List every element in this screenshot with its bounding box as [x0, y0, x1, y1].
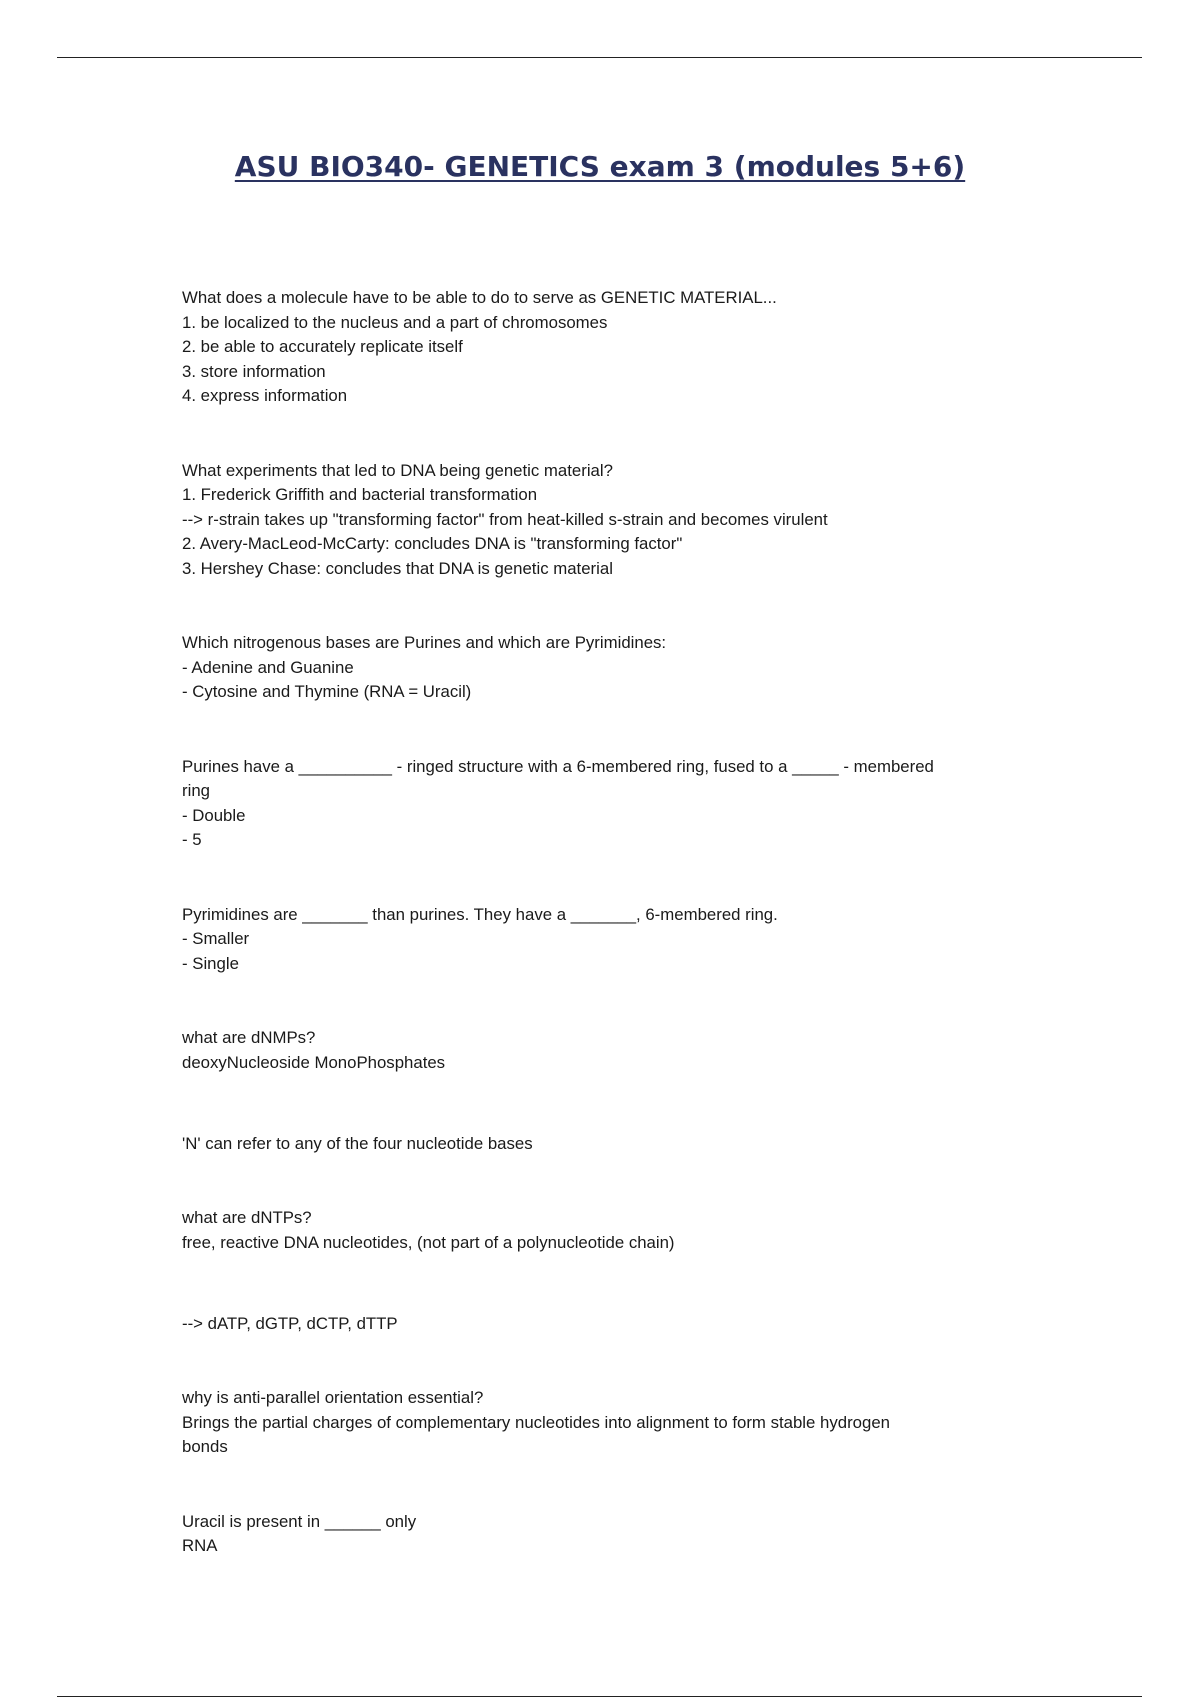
- blank-line: [182, 1091, 1012, 1116]
- answer-text: RNA: [182, 1536, 218, 1555]
- flashcard: [182, 286, 1012, 409]
- top-rule: [57, 57, 1142, 58]
- question-text: Uracil is present in ______ only: [182, 1511, 417, 1531]
- flashcard: [182, 459, 1012, 582]
- answer-text: - Adenine and Guanine: [182, 657, 354, 677]
- answer-text: - Cytosine and Thymine (RNA = Uracil): [182, 682, 472, 701]
- answer-text: 3. Hershey Chase: concludes that DNA is genetic material: [182, 558, 613, 578]
- answer-text: 2. be able to accurately replicate itself: [182, 337, 463, 356]
- answer-text: 'N' can refer to any of the four nucleotide bases: [182, 1133, 533, 1153]
- question-text: Pyrimidines are _______ than purines. They have a _______, 6-membered ring.: [182, 904, 778, 924]
- answer-text: --> dATP, dGTP, dCTP, dTTP: [182, 1313, 398, 1333]
- question-text: what are dNTPs?: [182, 1208, 312, 1227]
- answer-text: bonds: [182, 1437, 228, 1456]
- question-text: why is anti-parallel orientation essential?: [182, 1388, 484, 1407]
- flashcard: [182, 755, 1012, 853]
- flashcard: [182, 1206, 1012, 1336]
- answer-text: 4. express information: [182, 386, 348, 405]
- answer-text: - Single: [182, 953, 239, 973]
- answer-text: - Smaller: [182, 929, 250, 948]
- question-text: What experiments that led to DNA being genetic material?: [182, 460, 613, 480]
- answer-text: - 5: [182, 830, 202, 849]
- answer-text: 1. be localized to the nucleus and a part of chromosomes: [182, 312, 608, 332]
- question-text: What does a molecule have to be able to do to serve as GENETIC MATERIAL...: [182, 288, 777, 307]
- bottom-rule: [57, 1696, 1142, 1697]
- flashcard: [182, 631, 1012, 705]
- answer-text: --> r-strain takes up "transforming factor" from heat-killed s-strain and becomes virulent: [182, 509, 828, 529]
- answer-text: ring: [182, 781, 210, 800]
- flashcard: [182, 1386, 1012, 1460]
- question-text: Which nitrogenous bases are Purines and which are Pyrimidines:: [182, 633, 667, 652]
- answer-text: 1. Frederick Griffith and bacterial transformation: [182, 485, 538, 504]
- answer-text: - Double: [182, 805, 246, 825]
- flashcard-list: [182, 286, 1012, 1609]
- page-title: [0, 150, 1200, 183]
- flashcard: [182, 1026, 1012, 1156]
- answer-text: 3. store information: [182, 361, 326, 381]
- flashcard: [182, 903, 1012, 977]
- flashcard: [182, 1510, 1012, 1559]
- page-title-text: ASU BIO340- GENETICS exam 3 (modules 5+6): [234, 150, 966, 183]
- answer-text: deoxyNucleoside MonoPhosphates: [182, 1052, 446, 1072]
- answer-text: Brings the partial charges of complementary nucleotides into alignment to form stable hydrogen: [182, 1412, 890, 1432]
- question-text: Purines have a __________ - ringed structure with a 6-membered ring, fused to a _____ - membered: [182, 756, 934, 776]
- question-text: what are dNMPs?: [182, 1028, 316, 1047]
- blank-line: [182, 1271, 1012, 1296]
- answer-text: free, reactive DNA nucleotides, (not part of a polynucleotide chain): [182, 1232, 675, 1252]
- answer-text: 2. Avery-MacLeod-McCarty: concludes DNA is "transforming factor": [182, 534, 683, 553]
